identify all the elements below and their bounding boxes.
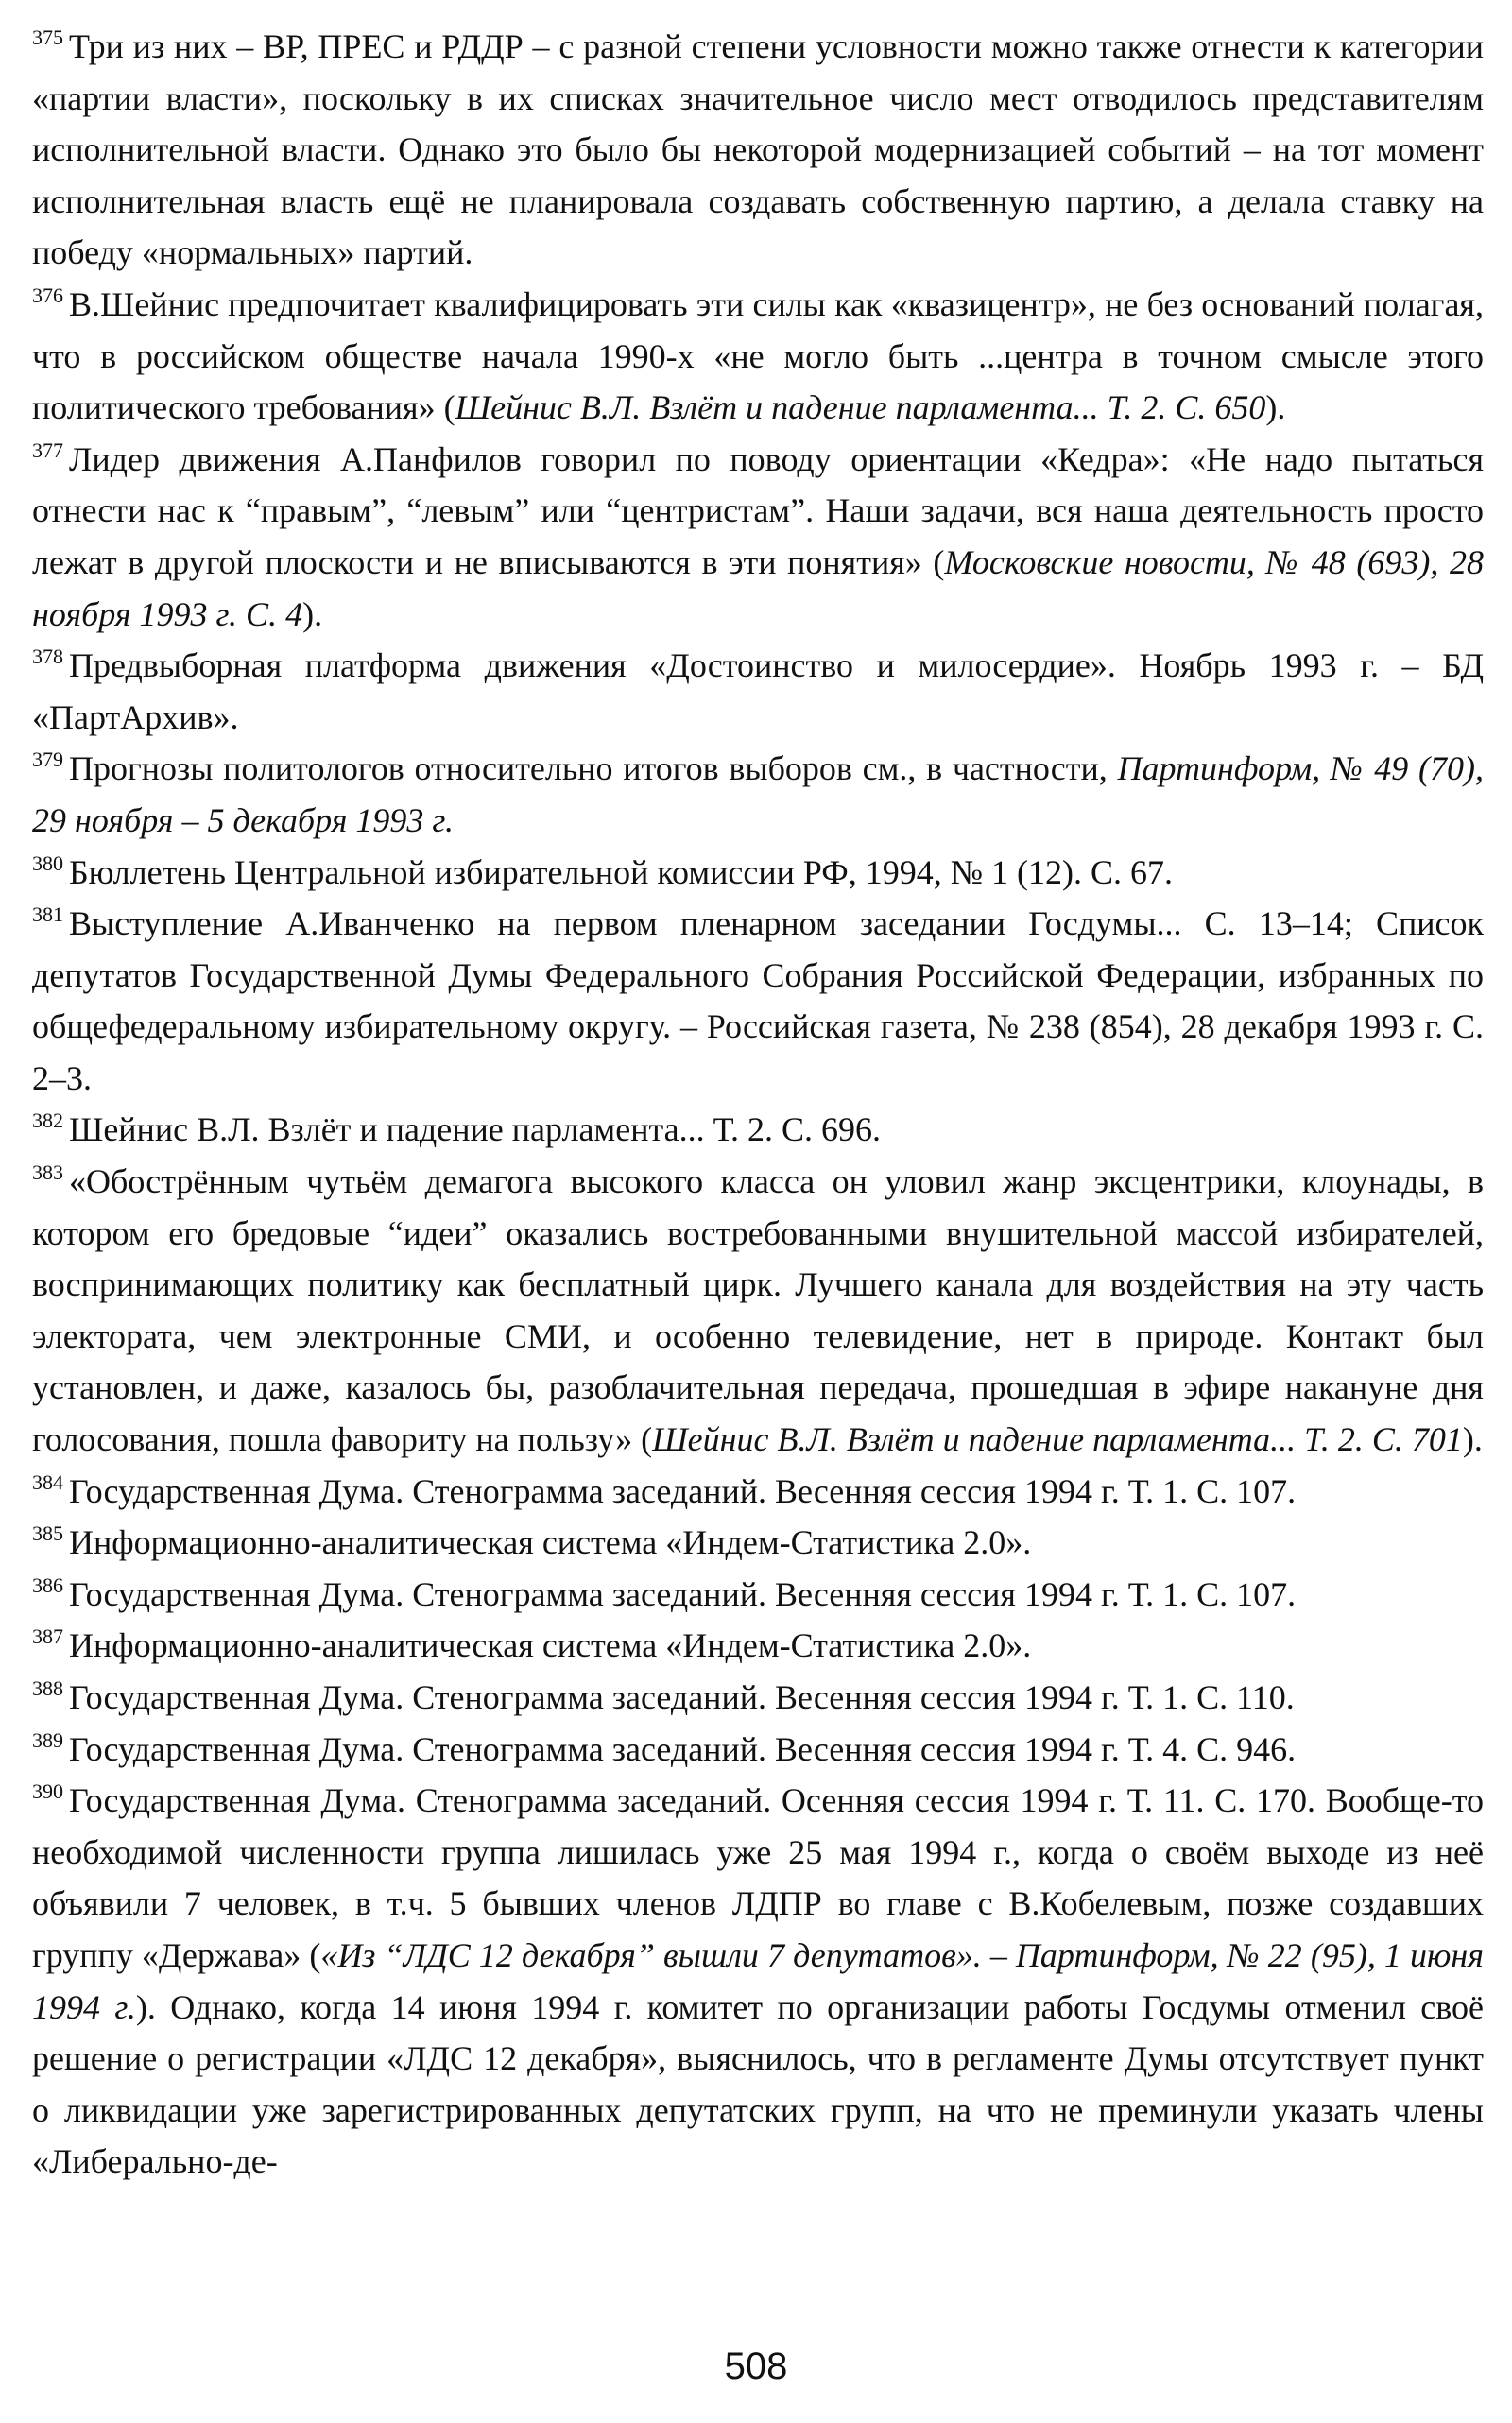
footnote-382 bbox=[32, 1104, 1484, 1156]
footnote-text: Информационно-аналитическая система «Индем-Статистика 2.0». bbox=[69, 1626, 1032, 1665]
footnote-378 bbox=[32, 640, 1484, 743]
footnote-text: ). Однако, когда 14 июня 1994 г. комитет по организации работы Госдумы отменил своё решение о регистрации «ЛДС 12 декабря», выяснилось, что в регламенте Думы отсутствует пункт о ликвидации уже зарегистрированных депутатских групп, на что не преминули указать члены «Либерально-де- bbox=[32, 1987, 1485, 2181]
footnote-text: «Обострённым чутьём демагога высокого класса он уловил жанр эксцентрики, клоунады, в котором его бредовые “идеи” оказались востребованными внушительной массой избирателей, воспринимающих политику как бесплатный цирк. Лучшего канала для воздействия на эту часть электората, чем электронные СМИ, и особенно телевидение, нет в природе. Контакт был установлен, и даже, казалось бы, разоблачительная передача, прошедшая в эфире накануне дня голосования, пошла фавориту на пользу» ( bbox=[32, 1162, 1484, 1459]
footnote-text: Лидер движения А.Панфилов говорил по поводу ориентации «Кедра»: «Не надо пытаться отнести нас к “правым”, “левым” или “центристам”. Наши задачи, вся наша деятельность просто лежат в другой плоскости и не вписываются в эти понятия» ( bbox=[32, 439, 1484, 581]
footnote-text: ). bbox=[302, 594, 323, 633]
footnote-381 bbox=[32, 898, 1484, 1104]
footnote-text: Три из них – ВР, ПРЕС и РДДР – с разной степени условности можно также отнести к категории «партии власти», поскольку в их списках значительное число мест отводилось представителям исполнительной власти. Однако это было бы некоторой модернизацией событий – на тот момент исполнительная власть ещё не планировала создавать собственную партию, а делала ставку на победу «нормальных» партий. bbox=[32, 27, 1484, 272]
footnote-number: 376 bbox=[32, 283, 63, 307]
footnote-number: 389 bbox=[32, 1727, 63, 1752]
footnote-text: ). bbox=[1462, 1420, 1483, 1459]
footnote-number: 385 bbox=[32, 1521, 63, 1546]
footnote-number: 382 bbox=[32, 1108, 63, 1133]
footnote-384 bbox=[32, 1466, 1484, 1518]
footnote-385 bbox=[32, 1517, 1484, 1569]
footnote-text: Государственная Дума. Стенограмма заседаний. Весенняя сессия 1994 г. Т. 1. С. 107. bbox=[69, 1574, 1297, 1613]
footnote-text: Государственная Дума. Стенограмма заседаний. Осенняя сессия 1994 г. Т. 11. С. 170. Вообще-то необходимой численности группа лишилась уже 25 мая 1994 г., когда о своём выходе из неё объявили 7 человек, в т.ч. 5 бывших членов ЛДПР во главе с В.Кобелевым, позже создавших группу «Держава» ( bbox=[32, 1781, 1484, 1974]
footnote-379 bbox=[32, 743, 1484, 846]
page-number: 508 bbox=[724, 2346, 788, 2387]
footnote-383 bbox=[32, 1156, 1484, 1466]
footnote-citation: Партинформ, № 49 (70), 29 ноября – 5 декабря 1993 г. bbox=[32, 749, 1484, 839]
footnote-text: Шейнис В.Л. Взлёт и падение парламента... Т. 2. С. 696. bbox=[69, 1110, 882, 1149]
footnote-text: Государственная Дума. Стенограмма заседаний. Весенняя сессия 1994 г. Т. 1. С. 110. bbox=[69, 1678, 1295, 1716]
footnote-389 bbox=[32, 1724, 1484, 1776]
footnote-text: Выступление А.Иванченко на первом пленарном заседании Госдумы... С. 13–14; Список депутатов Государственной Думы Федерального Собрания Российской Федерации, избранных по общефедеральному избирательному округу. – Российская газета, № 238 (854), 28 декабря 1993 г. С. 2–3. bbox=[32, 904, 1484, 1097]
footnote-376 bbox=[32, 279, 1484, 434]
footnote-text: Бюллетень Центральной избирательной комиссии РФ, 1994, № 1 (12). С. 67. bbox=[69, 852, 1174, 891]
footnote-text: Государственная Дума. Стенограмма заседаний. Весенняя сессия 1994 г. Т. 4. С. 946. bbox=[69, 1729, 1297, 1768]
footnote-text: Предвыборная платформа движения «Достоинство и милосердие». Ноябрь 1993 г. – БД «ПартАрхив». bbox=[32, 646, 1484, 736]
footnote-number: 384 bbox=[32, 1469, 63, 1494]
footnote-375 bbox=[32, 21, 1484, 279]
footnote-citation: «Из “ЛДС 12 декабря” вышли 7 депутатов». – Партинформ, № 22 (95), 1 июня 1994 г. bbox=[32, 1935, 1484, 2026]
footnote-number: 390 bbox=[32, 1779, 63, 1804]
footnote-text: Прогнозы политологов относительно итогов выборов см., в частности, bbox=[69, 749, 1118, 788]
footnote-380 bbox=[32, 847, 1484, 899]
footnote-386 bbox=[32, 1569, 1484, 1621]
footnote-number: 387 bbox=[32, 1624, 63, 1649]
footnote-text: ). bbox=[1265, 388, 1286, 427]
footnote-number: 383 bbox=[32, 1160, 63, 1185]
footnote-text: Государственная Дума. Стенограмма заседаний. Весенняя сессия 1994 г. Т. 1. С. 107. bbox=[69, 1471, 1297, 1510]
footnote-citation: Шейнис В.Л. Взлёт и падение парламента... Т. 2. С. 701 bbox=[652, 1420, 1463, 1459]
footnote-390 bbox=[32, 1775, 1484, 2188]
footnote-number: 377 bbox=[32, 438, 63, 462]
footnote-number: 380 bbox=[32, 851, 63, 875]
footnote-number: 379 bbox=[32, 748, 63, 772]
footnote-citation: Шейнис В.Л. Взлёт и падение парламента... Т. 2. С. 650 bbox=[455, 388, 1266, 427]
footnote-388 bbox=[32, 1672, 1484, 1724]
footnote-number: 378 bbox=[32, 644, 63, 669]
footnote-citation: Московские новости, № 48 (693), 28 ноября 1993 г. С. 4 bbox=[32, 542, 1484, 633]
footnote-number: 381 bbox=[32, 902, 63, 927]
footnote-number: 386 bbox=[32, 1572, 63, 1597]
footnote-377 bbox=[32, 434, 1484, 640]
footnotes-block bbox=[32, 21, 1484, 2188]
footnote-text: Информационно-аналитическая система «Индем-Статистика 2.0». bbox=[69, 1523, 1032, 1562]
footnote-text: В.Шейнис предпочитает квалифицировать эти силы как «квазицентр», не без оснований полагая, что в российском обществе начала 1990-х «не могло быть ...центра в точном смысле этого политического требования» ( bbox=[32, 284, 1484, 427]
footnote-number: 388 bbox=[32, 1676, 63, 1700]
footnote-number: 375 bbox=[32, 26, 63, 49]
footnote-387 bbox=[32, 1620, 1484, 1672]
